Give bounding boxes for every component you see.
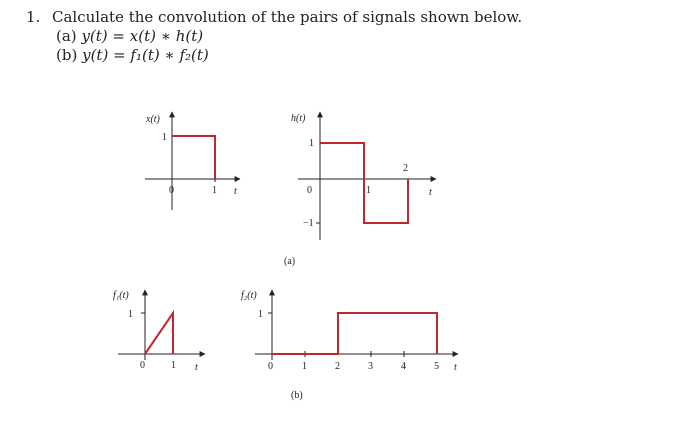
f1-signal-ramp [145,313,173,354]
x-plot-t-label: t [234,186,237,197]
f2-plot-xtick-2: 2 [335,361,340,372]
part-a-op: ∗ [155,27,176,45]
part-a-h: h(t) [175,27,204,45]
f1-plot-xtick-0: 0 [140,360,145,371]
caption-b: (b) [291,390,303,401]
part-a-x: x(t) [129,27,156,45]
h-plot-ytick-neg1: −1 [303,218,314,229]
h-plot-xtick-1: 1 [366,185,371,196]
f1-plot-t-label: t [195,362,198,373]
plot-x [145,112,240,210]
part-a-lhs: y(t) [81,27,108,45]
f2-plot-label: f₂(t) [241,290,257,301]
part-b-f2: f₂(t) [179,46,209,64]
x-signal-pulse [172,136,215,179]
part-b-eq: = [108,46,131,64]
h-plot-xtick-2: 2 [403,163,408,174]
f2-plot-ytick-1: 1 [258,309,263,320]
h-signal-waveform [320,143,408,223]
x-plot-ytick-1: 1 [162,132,167,143]
statement-text: Calculate the convolution of the pairs of signals shown below. [52,8,523,26]
f2-plot-xtick-3: 3 [368,361,373,372]
f2-signal-pulse [272,313,437,354]
h-plot-label: h(t) [291,113,306,124]
part-b-label: (b) [56,46,78,64]
f2-plot-xtick-4: 4 [401,361,406,372]
caption-a: (a) [284,256,296,267]
f2-plot-xtick-1: 1 [302,361,307,372]
part-b-op: ∗ [159,46,180,64]
f1-plot-ytick-1: 1 [128,309,133,320]
f1-plot-xtick-1: 1 [171,360,176,371]
part-b-lhs: y(t) [82,46,109,64]
x-plot-label: x(t) [146,114,160,125]
plot-f2 [241,290,458,373]
f1-plot-label: f₁(t) [113,290,129,301]
h-plot-ytick-1: 1 [309,138,314,149]
part-a-eq: = [107,27,130,45]
f2-plot-xtick-5: 5 [434,361,439,372]
problem-number: 1. [26,8,41,26]
plot-h [291,112,436,240]
part-b-f1: f₁(t) [130,46,160,64]
x-plot-xtick-1: 1 [212,185,217,196]
x-plot-xtick-0: 0 [169,185,174,196]
h-plot-xtick-0: 0 [307,185,312,196]
plot-f1 [113,290,205,373]
h-plot-t-label: t [429,187,432,198]
f2-plot-xtick-0: 0 [268,361,273,372]
f2-plot-t-label: t [454,362,457,373]
part-a-label: (a) [56,27,77,45]
